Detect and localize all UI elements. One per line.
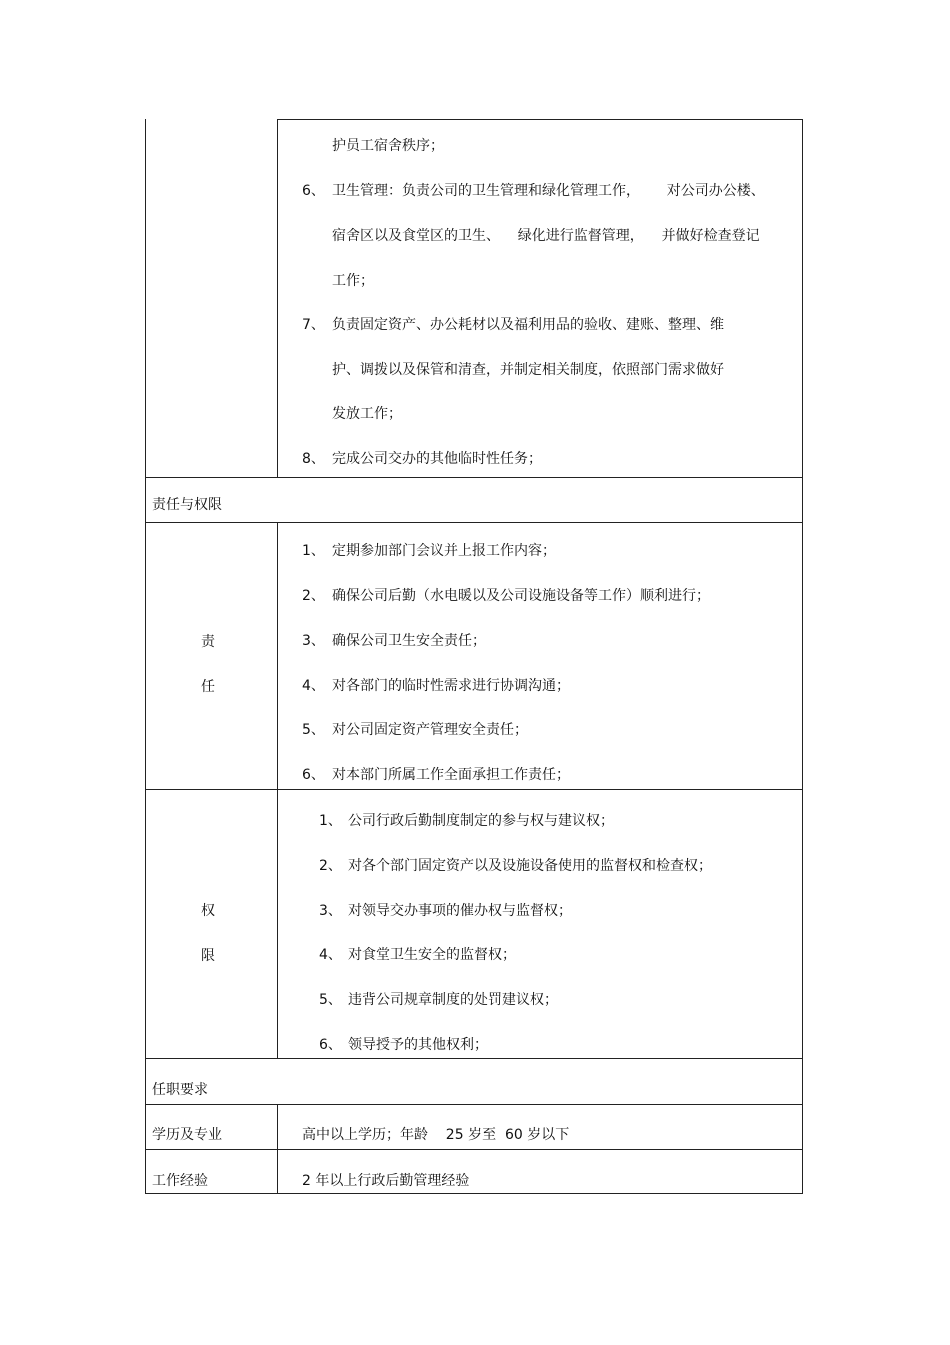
authority-item: 领导授予的其他权利； bbox=[348, 1037, 488, 1053]
requirement-label-education: 学历及专业 bbox=[152, 1127, 222, 1143]
table-border-bottom bbox=[145, 1193, 803, 1194]
duty-line: 护员工宿舍秩序； bbox=[332, 138, 444, 154]
table-border-top bbox=[277, 119, 803, 120]
row-divider bbox=[145, 1058, 803, 1059]
responsibility-number: 1、 bbox=[302, 543, 325, 559]
authority-item: 违背公司规章制度的处罚建议权； bbox=[348, 992, 558, 1008]
duty-line: 负责固定资产、办公耗材以及福利用品的验收、建账、整理、维 bbox=[332, 317, 724, 333]
row-divider bbox=[145, 522, 803, 523]
row-divider bbox=[145, 477, 803, 478]
responsibility-number: 4、 bbox=[302, 678, 325, 694]
duty-number: 8、 bbox=[302, 451, 325, 467]
responsibility-item: 对各部门的临时性需求进行协调沟通； bbox=[332, 678, 570, 694]
duty-line: 宿舍区以及食堂区的卫生、 绿化进行监督管理， 并做好检查登记 bbox=[332, 228, 760, 244]
responsibility-number: 3、 bbox=[302, 633, 325, 649]
row-divider bbox=[145, 1104, 803, 1105]
duty-number: 6、 bbox=[302, 183, 325, 199]
requirement-value-experience: 2 年以上行政后勤管理经验 bbox=[302, 1173, 470, 1189]
responsibility-item: 定期参加部门会议并上报工作内容； bbox=[332, 543, 556, 559]
authority-label-char: 限 bbox=[201, 948, 215, 964]
responsibility-label-char: 任 bbox=[201, 679, 215, 695]
duty-line: 工作； bbox=[332, 273, 374, 289]
authority-number: 5、 bbox=[319, 992, 342, 1008]
column-divider bbox=[277, 119, 278, 477]
duty-line: 卫生管理：负责公司的卫生管理和绿化管理工作， 对公司办公楼、 bbox=[332, 183, 765, 199]
row-divider bbox=[145, 789, 803, 790]
job-description-table bbox=[145, 119, 803, 1194]
responsibility-number: 5、 bbox=[302, 722, 325, 738]
table-border-left bbox=[145, 119, 146, 1194]
authority-item: 对各个部门固定资产以及设施设备使用的监督权和检查权； bbox=[348, 858, 712, 874]
requirement-label-experience: 工作经验 bbox=[152, 1173, 208, 1189]
authority-label-char: 权 bbox=[201, 903, 215, 919]
authority-item: 对领导交办事项的催办权与监督权； bbox=[348, 903, 572, 919]
responsibility-item: 确保公司后勤（水电暖以及公司设施设备等工作）顺利进行； bbox=[332, 588, 710, 604]
authority-item: 对食堂卫生安全的监督权； bbox=[348, 947, 516, 963]
responsibility-item: 对公司固定资产管理安全责任； bbox=[332, 722, 528, 738]
section-header-requirements: 任职要求 bbox=[152, 1082, 208, 1098]
table-border-right bbox=[802, 119, 803, 1194]
authority-number: 4、 bbox=[319, 947, 342, 963]
column-divider bbox=[277, 522, 278, 1058]
responsibility-item: 确保公司卫生安全责任； bbox=[332, 633, 486, 649]
authority-number: 6、 bbox=[319, 1037, 342, 1053]
responsibility-number: 2、 bbox=[302, 588, 325, 604]
responsibility-number: 6、 bbox=[302, 767, 325, 783]
authority-number: 2、 bbox=[319, 858, 342, 874]
responsibility-label-char: 责 bbox=[201, 634, 215, 650]
row-divider bbox=[145, 1149, 803, 1150]
requirement-value-education: 高中以上学历；年龄 25 岁至 60 岁以下 bbox=[302, 1127, 570, 1143]
duty-number: 7、 bbox=[302, 317, 325, 333]
section-header-responsibility-authority: 责任与权限 bbox=[152, 497, 222, 513]
duty-line: 发放工作； bbox=[332, 406, 402, 422]
responsibility-item: 对本部门所属工作全面承担工作责任； bbox=[332, 767, 570, 783]
authority-number: 1、 bbox=[319, 813, 342, 829]
duty-line: 完成公司交办的其他临时性任务； bbox=[332, 451, 542, 467]
authority-item: 公司行政后勤制度制定的参与权与建议权； bbox=[348, 813, 614, 829]
duty-line: 护、调拨以及保管和清查，并制定相关制度，依照部门需求做好 bbox=[332, 362, 724, 378]
authority-number: 3、 bbox=[319, 903, 342, 919]
